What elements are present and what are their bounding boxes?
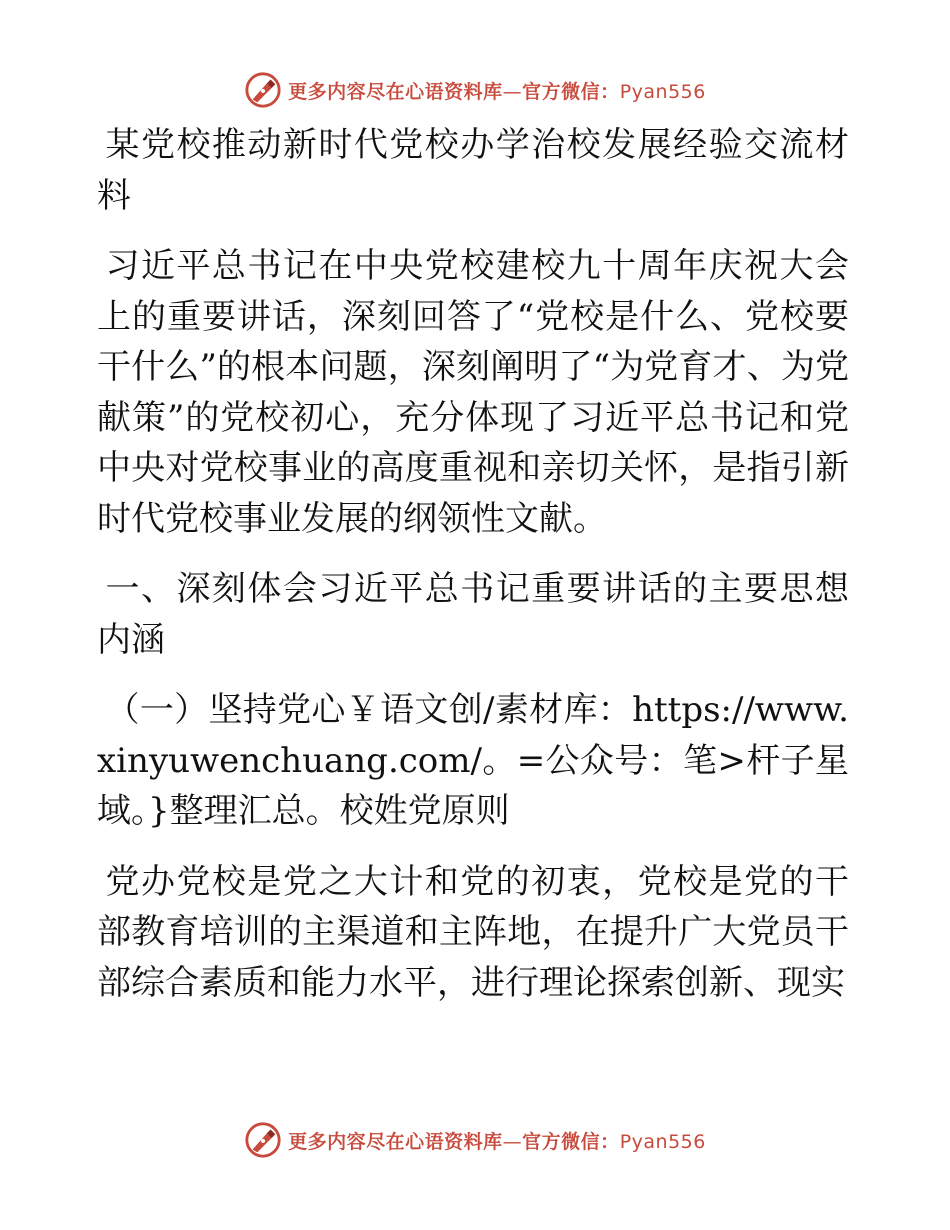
watermark-text (288, 77, 706, 104)
watermark-wechat-account: Pyan556 (619, 80, 706, 103)
watermark-wechat-label: 官方微信： (522, 80, 620, 103)
paragraph-body: 党办党校是党之大计和党的初衷，党校是党的干部教育培训的主渠道和主阵地，在提升广大党员干部综合素质和能力水平，进行理论探索创新、现实 (97, 861, 849, 1003)
watermark-separator: — (502, 80, 523, 103)
subsection-heading-1: （一）坚持党心￥语文创/素材库：https://www.xinyuwenchuang.com/。=公众号：笔>杆子星域。}整理汇总。校姓党原则 (97, 690, 849, 831)
document-body (97, 120, 849, 1008)
watermark-wechat-label: 官方微信： (522, 1130, 620, 1153)
footer-watermark (0, 1118, 950, 1162)
watermark-separator: — (502, 1130, 523, 1153)
section-heading-1: 一、深刻体会习近平总书记重要讲话的主要思想内涵 (97, 569, 849, 660)
document-title: 某党校推动新时代党校办学治校发展经验交流材料 (97, 125, 849, 216)
paragraph-intro: 习近平总书记在中央党校建校九十周年庆祝大会上的重要讲话，深刻回答了“党校是什么、党校要干什么”的根本问题，深刻阐明了“为党育才、为党献策”的党校初心，充分体现了习近平总书记和党中央对党校事业的高度重视和亲切关怀，是指引新时代党校事业发展的纲领性文献。 (97, 246, 849, 539)
watermark-brand: 更多内容尽在心语资料库 (288, 80, 503, 103)
watermark-brand: 更多内容尽在心语资料库 (288, 1130, 503, 1153)
watermark-text (288, 1127, 706, 1154)
watermark-wechat-account: Pyan556 (619, 1130, 706, 1153)
pen-circle-logo-icon (244, 71, 282, 109)
pen-circle-logo-icon (244, 1121, 282, 1159)
header-watermark (0, 68, 950, 112)
